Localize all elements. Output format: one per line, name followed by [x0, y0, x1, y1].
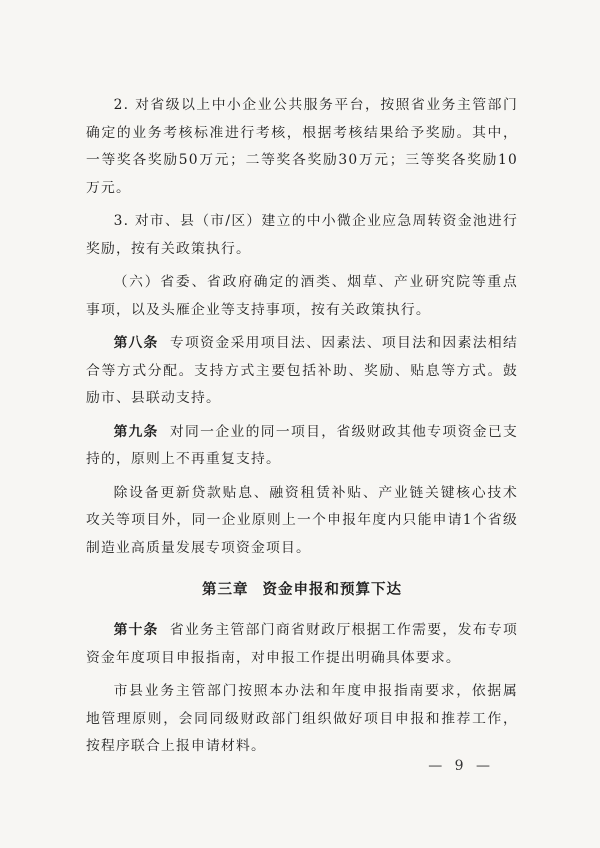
document-body [86, 92, 518, 767]
paragraph-key-matters [86, 269, 518, 324]
paragraph-award-fund-pool [86, 208, 518, 263]
paragraph-local-submission [86, 678, 518, 761]
paragraph-text: 除设备更新贷款贴息、融资租赁补贴、产业链关键核心技术攻关等项目外，同一企业原则上一个申报年度内只能申请1个省级制造业高质量发展专项资金项目。 [86, 484, 518, 556]
paragraph-text: 2. 对省级以上中小企业公共服务平台，按照省业务主管部门确定的业务考核标准进行考核，根据考核结果给予奖励。其中，一等奖各奖励50万元；二等奖各奖励30万元；三等奖各奖励10万元。 [86, 97, 518, 196]
article-9-heading: 第九条 [113, 423, 159, 440]
article-8 [86, 330, 518, 413]
paragraph-text: （六）省委、省政府确定的酒类、烟草、产业研究院等重点事项，以及头雁企业等支持事项，按有关政策执行。 [86, 274, 518, 318]
article-8-text: 专项资金采用项目法、因素法、项目法和因素法相结合等方式分配。支持方式主要包括补助、奖励、贴息等方式。鼓励市、县联动支持。 [86, 335, 519, 406]
article-8-heading: 第八条 [113, 335, 159, 351]
article-10-text: 省业务主管部门商省财政厅根据工作需要，发布专项资金年度项目申报指南，对申报工作提出明确具体要求。 [86, 622, 519, 666]
article-9 [86, 419, 518, 474]
article-10 [86, 617, 518, 672]
article-10-heading: 第十条 [113, 622, 159, 638]
paragraph-single-project-rule [86, 480, 518, 563]
chapter-number: 第三章 [202, 582, 249, 598]
page-number: — 9 — [428, 758, 494, 774]
paragraph-text: 3. 对市、县（市/区）建立的中小微企业应急周转资金池进行奖励，按有关政策执行。 [86, 213, 518, 257]
paragraph-text: 市县业务主管部门按照本办法和年度申报指南要求，依据属地管理原则，会同同级财政部门组织做好项目申报和推荐工作，按程序联合上报申请材料。 [86, 683, 518, 754]
article-9-text: 对同一企业的同一项目，省级财政其他专项资金已支持的，原则上不再重复支持。 [86, 423, 519, 467]
chapter-title: 资金申报和预算下达 [262, 582, 402, 598]
chapter-heading [86, 578, 518, 599]
paragraph-award-platform [86, 92, 518, 202]
